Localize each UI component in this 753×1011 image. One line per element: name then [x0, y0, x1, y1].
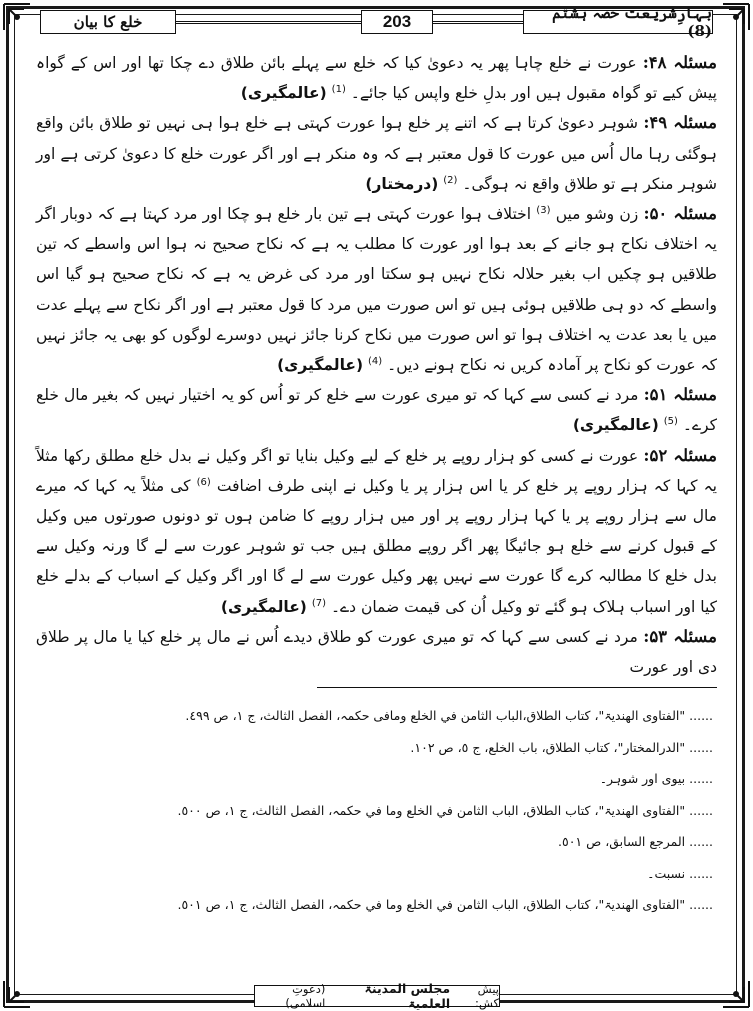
masala-text: شوہر دعویٰ کرتا ہے کہ اتنے پر خلع ہوا عورت کہتی ہے خلع ہوا ہی نہیں تو طلاق بائن واقع ہوگئی رہا مال اُس میں عورت کا قول معتبر ہے کہ وہ منکر ہے اور اگر عورت خلع کا دعویٰ کرتی ہے اور شوہر منکر ہے تو طلاق واقع نہ ہوگی۔	[36, 114, 717, 193]
footnote-text: "الفتاوی الھندیۃ"، کتاب الطلاق،الباب الثامن في الخلع ومافی حکمہ، الفصل الثالث، ج ١، ص ٤٩٩.	[185, 708, 686, 723]
corner-ornament-icon	[721, 2, 751, 32]
source-reference: (عالمگیری)	[220, 597, 307, 616]
footnote-marker[interactable]: (6)	[196, 476, 211, 488]
masala-text: کی مثلاً یہ کہا کہ میرے مال سے ہزار روپے پر یا کہا ہزار روپے پر اور میں ہزار روپے کا ضامن ہوں تو دونوں صورتوں میں وکیل کے قبول کرنے سے خلع ہو جائیگا پھر اگر روپے مطلق ہیں جب تو شوہر عورت سے لے گا ورنہ وکیل سے بدل خلع کا مطالبہ کرے گا عورت سے نہیں پھر وکیل عورت سے لے گا اور اگر وکیل کے اسباب کے بدلے خلع کیا اور اسباب ہلاک ہو گئے تو وکیل اُن کی قیمت ضمان دے۔	[36, 476, 717, 616]
footnote-item: ......"الدرالمختار"، کتاب الطلاق، باب الخلع، ج ٥، ص ١٠٢.	[410, 739, 713, 755]
footnote-item: ......نسبت۔	[647, 865, 713, 881]
masala-paragraph	[36, 48, 717, 108]
masala-label: مسئلہ ۵۲:	[643, 445, 717, 465]
footnote-marker[interactable]: (2)	[443, 174, 458, 186]
footnote-item: ......"الفتاوی الھندیۃ"، کتاب الطلاق، الباب الثامن في الخلع وما في حکمہ، الفصل الثالث، ج ١، ص ٥٠١.	[177, 897, 713, 912]
source-reference: (عالمگیری)	[240, 84, 327, 103]
source-reference: (درمختار)	[365, 174, 439, 193]
footnote-text: "الفتاوی الھندیۃ"، کتاب الطلاق، الباب الثامن في الخلع وما في حکمہ، الفصل الثالث، ج ١، ص ٥٠٠.	[177, 802, 686, 818]
masala-text: زن وشو میں	[555, 205, 639, 224]
footnote-marker[interactable]: (1)	[331, 84, 346, 96]
masala-paragraph	[36, 622, 717, 682]
page-footer	[254, 981, 500, 1011]
footnote-item: ......"الفتاوی الھندیۃ"، کتاب الطلاق، الباب الثامن في الخلع وما في حکمہ، الفصل الثالث، ج ١، ص ٥٠٠.	[177, 802, 713, 818]
masala-text: عورت نے کسی کو ہزار روپے پر خلع کے لیے وکیل بنایا تو اگر وکیل نے بدل خلع مطلق رکھا مثلاً یہ کہا کہ ہزار روپے پر خلع کر یا اس ہزار پر یا وکیل نے اپنی طرف اضافت	[36, 446, 717, 495]
footnote-text: "الدرالمختار"، کتاب الطلاق، باب الخلع، ج ٥، ص ١٠٢.	[410, 739, 686, 755]
masala-paragraph	[36, 380, 717, 440]
footnote-marker[interactable]: (3)	[536, 204, 551, 216]
footnote-text: نسبت۔	[647, 865, 686, 881]
page-number: 203	[361, 10, 433, 34]
masala-text: عورت نے خلع چاہا پھر یہ دعویٰ کیا کہ خلع سے پہلے بائن طلاق دے چکا تھا اور اس کے گواہ پیش کیے تو گواہ مقبول ہیں اور بدلِ خلع واپس کیا جائے۔	[36, 54, 717, 103]
masala-label: مسئلہ ۵۱:	[643, 385, 717, 405]
masala-paragraph	[36, 199, 717, 380]
header-rule	[176, 21, 361, 24]
footer-presenter: پیش کش:	[474, 982, 499, 1010]
footer-sub: (دعوتِ اسلامی)	[285, 982, 326, 1010]
footnote-text: بیوی اور شوہر۔	[599, 771, 686, 786]
footnote-text: المرجع السابق، ص ٥٠١.	[558, 834, 686, 849]
footnote-marker[interactable]: (4)	[368, 355, 383, 367]
footnote-item: ......"الفتاوی الھندیۃ"، کتاب الطلاق،الباب الثامن في الخلع ومافی حکمہ، الفصل الثالث، ج ١، ص ٤٩٩.	[185, 708, 713, 723]
chapter-title: خلع کا بیان	[40, 10, 176, 34]
footnote-divider	[317, 687, 717, 688]
masala-label: مسئلہ ۵۰:	[643, 204, 717, 224]
footnote-marker[interactable]: (7)	[311, 597, 327, 609]
masala-paragraph	[36, 108, 717, 199]
masala-paragraph	[36, 441, 717, 622]
corner-ornament-icon	[2, 2, 32, 32]
main-text	[36, 48, 717, 682]
footnote-item: ......المرجع السابق، ص ٥٠١.	[558, 834, 713, 849]
footnote-item: ......بیوی اور شوہر۔	[599, 771, 713, 786]
footnotes	[40, 700, 713, 921]
footnote-text: "الفتاوی الھندیۃ"، کتاب الطلاق، الباب الثامن في الخلع وما في حکمہ، الفصل الثالث، ج ١، ص ٥٠١.	[177, 897, 686, 912]
source-reference: (عالمگیری)	[277, 356, 364, 375]
masala-text: مرد نے کسی سے کہا کہ تو میری عورت کو طلاق دیدے اُس نے مال پر خلع کیا یا مال پر طلاق دی اور عورت	[36, 627, 717, 677]
masala-label: مسئلہ ۴۸:	[642, 53, 717, 72]
masala-text: اختلاف ہوا عورت کہتی ہے تین بار خلع ہو چکا اور مرد کہتا ہے کہ دوبار اگر یہ اختلاف نکاح ہو جانے کے بعد ہوا اور عورت کا مطلب یہ ہے کہ نکاح صحیح نہ ہوا اس واسطے کہ تین طلاقیں ہو چکیں اب بغیر حلالہ نکاح نہیں ہو سکتا اور مرد کی غرض یہ ہے کہ نکاح صحیح ہو گیا اس واسطے کہ دو ہی طلاقیں ہوئی ہیں تو اس صورت میں مرد کا قول معتبر ہے اور اگر نکاح سے پہلے عدت میں یا بعد عدت یہ اختلاف ہوا تو اس صورت میں نکاح کرنا جائز نہیں دوسرے لوگوں کو بھی یہ جائز نہیں کہ عورت کو نکاح پر آمادہ کریں نہ نکاح ہونے دیں۔	[36, 205, 717, 375]
book-title: بہارِشریعت حصہ ہشتم (8)	[523, 10, 713, 34]
source-reference: (عالمگیری)	[572, 416, 659, 435]
page-header	[40, 4, 713, 40]
header-rule	[433, 21, 523, 24]
masala-label: مسئلہ ۵۳:	[643, 626, 717, 646]
corner-ornament-icon	[2, 979, 32, 1009]
masala-text: مرد نے کسی سے کہا کہ تو میری عورت سے خلع کر تو اُس کو یہ اختیار نہیں کہ بغیر مال خلع کرے۔	[36, 386, 717, 435]
footnote-marker[interactable]: (5)	[663, 416, 678, 428]
masala-label: مسئلہ ۴۹:	[643, 113, 717, 133]
corner-ornament-icon	[721, 979, 751, 1009]
footer-organization: مجلس المدینۃ العلمیۃ	[364, 981, 451, 1011]
